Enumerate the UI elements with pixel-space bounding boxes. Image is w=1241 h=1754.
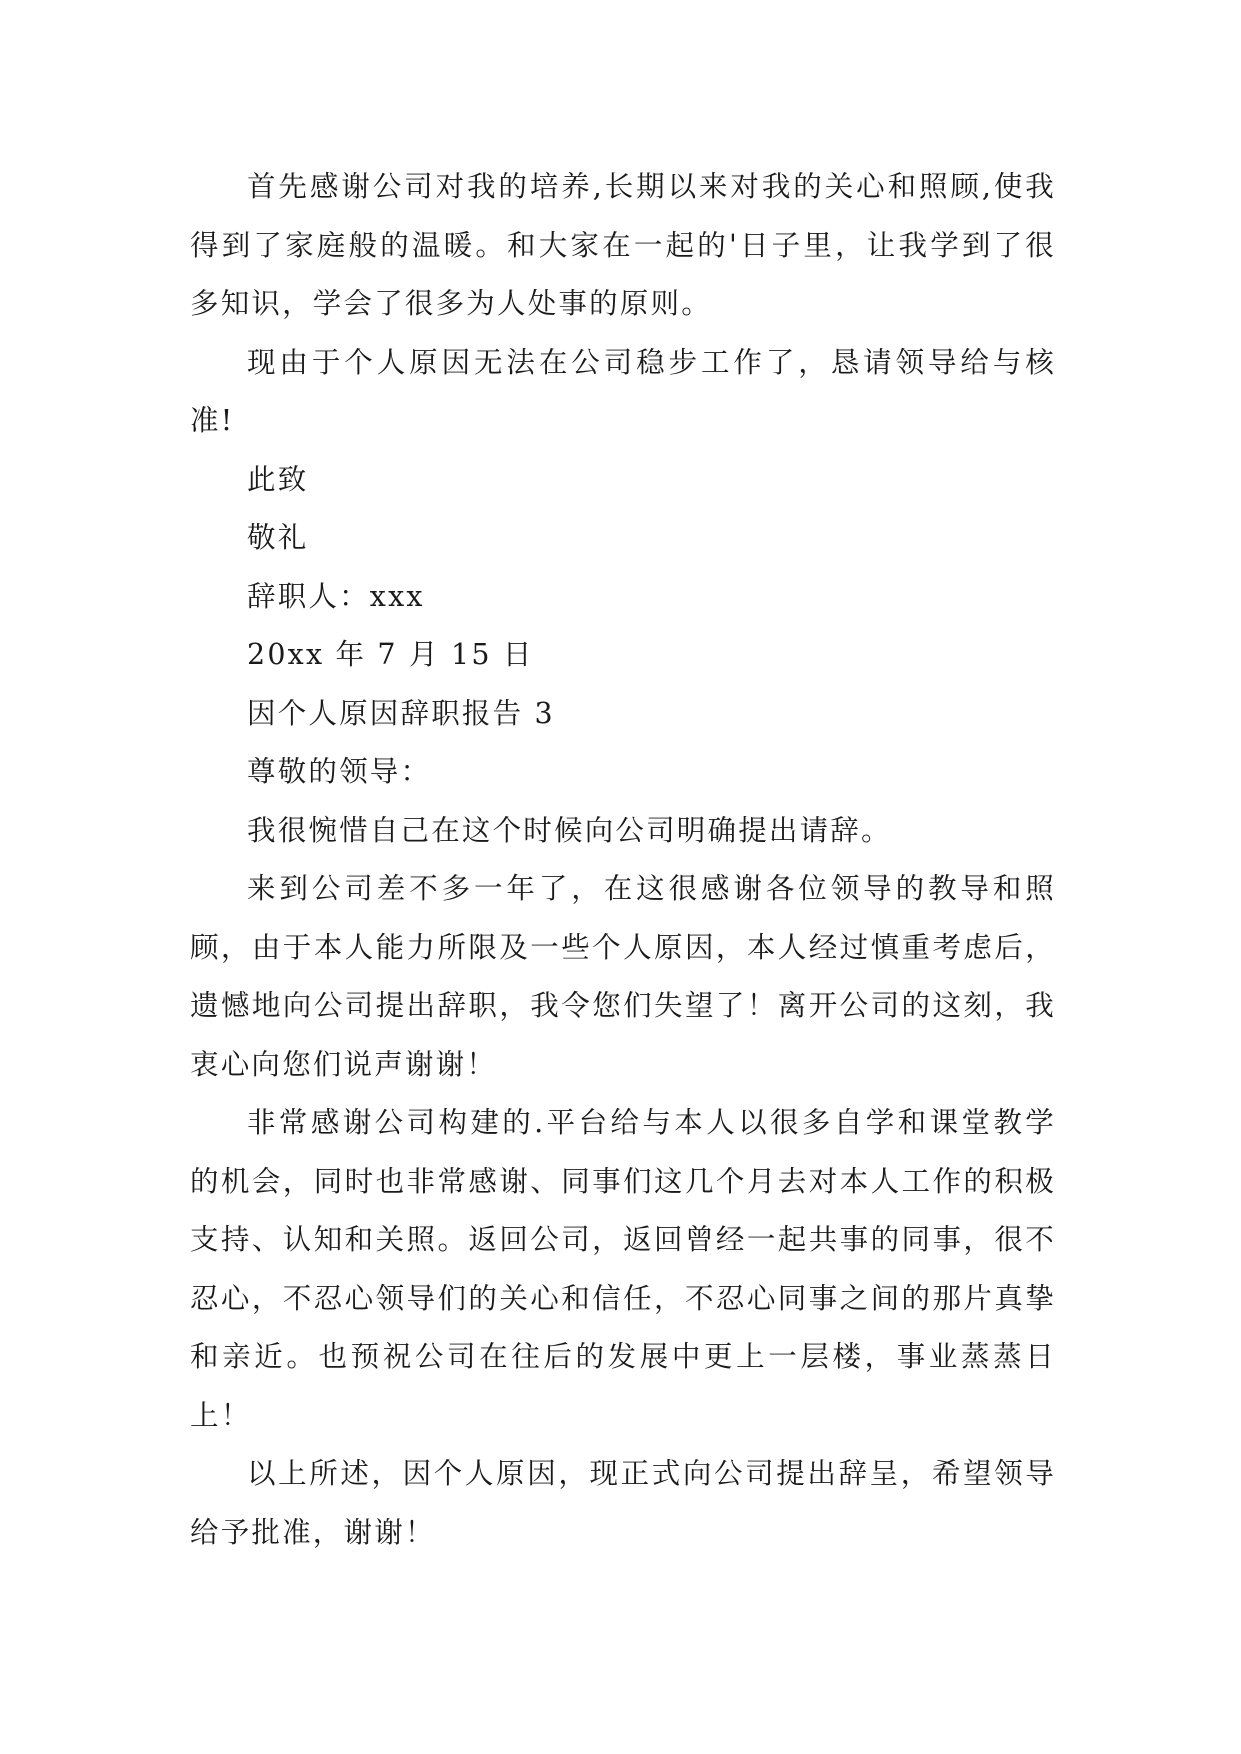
greeting: 尊敬的领导： [247, 755, 432, 788]
paragraph-regret: 我很惋惜自己在这个时候向公司明确提出请辞。 [247, 813, 892, 847]
section-title: 因个人原因辞职报告 3 [247, 696, 555, 730]
closing-regards: 敬礼 [247, 521, 309, 554]
paragraph-reason: 现由于个人原因无法在公司稳步工作了，恳请领导给与核准! [190, 345, 1056, 437]
paragraph-thanks: 首先感谢公司对我的培养,长期以来对我的关心和照顾,使我得到了家庭般的温暖。和大家在一起的'日子里，让我学到了很多知识，学会了很多为人处事的原则。 [190, 170, 1056, 320]
document-body [190, 158, 1056, 1562]
closing-salutation: 此致 [247, 462, 309, 496]
paragraph-conclusion: 以上所述，因个人原因，现正式向公司提出辞呈，希望领导给予批准，谢谢！ [190, 1457, 1056, 1549]
paragraph-gratitude: 非常感谢公司构建的.平台给与本人以很多自学和课堂教学的机会，同时也非常感谢、同事们这几个月去对本人工作的积极支持、认知和关照。返回公司，返回曾经一起共事的同事，很不忍心，不忍心领导们的关心和信任，不忍心同事之间的那片真挚和亲近。也预祝公司在往后的发展中更上一层楼，事业蒸蒸日上！ [190, 1106, 1056, 1432]
signature-line: 辞职人：xxx [247, 579, 425, 613]
date-line: 20xx 年 7 月 15 日 [247, 638, 534, 671]
paragraph-one-year: 来到公司差不多一年了，在这很感谢各位领导的教导和照顾，由于本人能力所限及一些个人原因，本人经过慎重考虑后，遗憾地向公司提出辞职，我令您们失望了！离开公司的这刻，我衷心向您们说声谢谢！ [190, 872, 1056, 1081]
